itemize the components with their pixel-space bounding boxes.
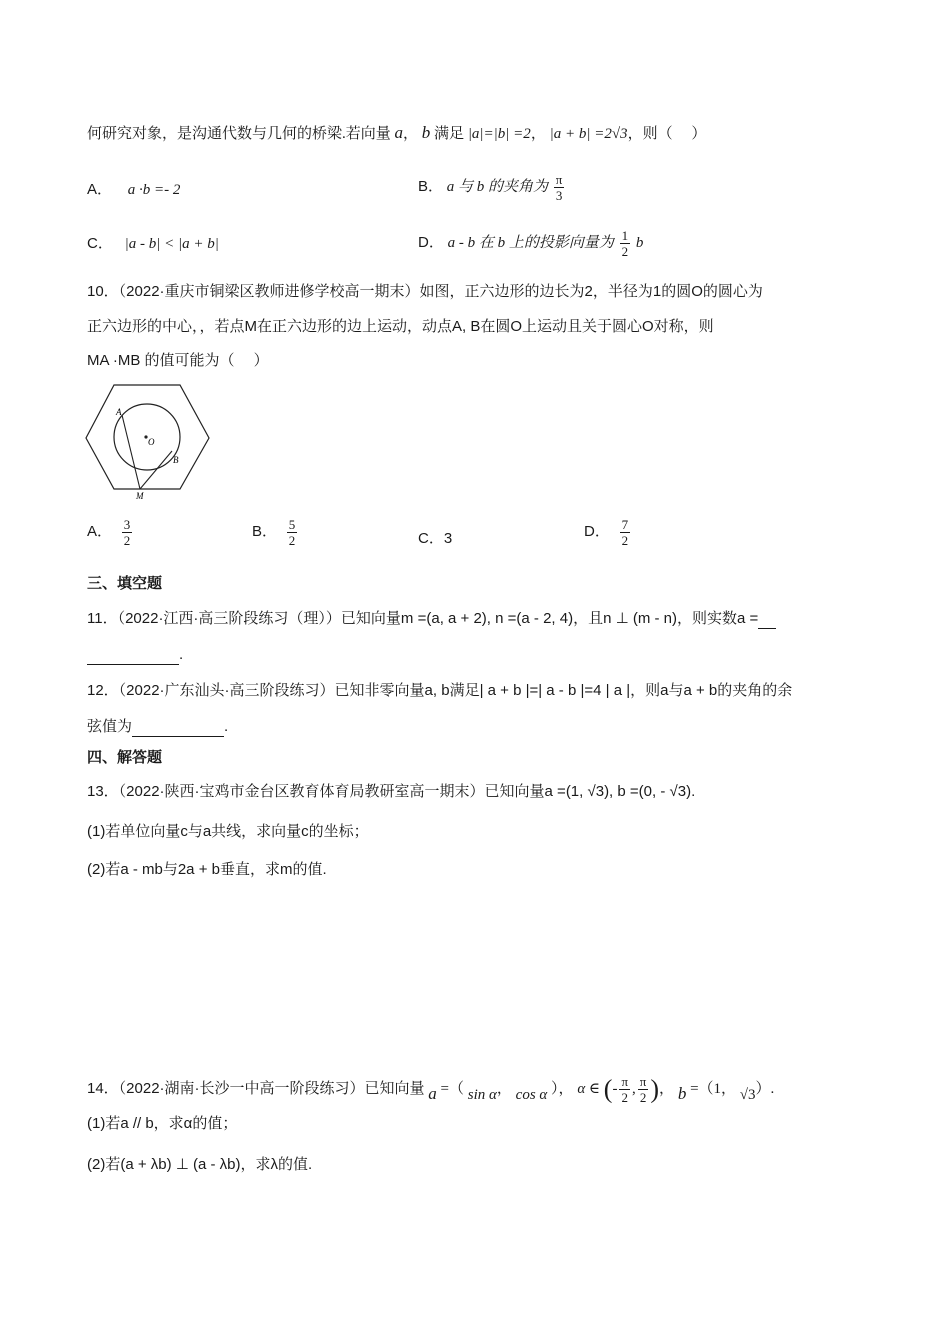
section-heading-solve: 四、解答题 — [87, 749, 163, 766]
q10-option-a-num: 3 — [123, 517, 131, 532]
q9-cond-label: 满足 — [434, 126, 465, 142]
q10-option-c-text: 3 — [443, 530, 453, 547]
q9-option-c — [87, 234, 219, 254]
section-heading-fill-in: 三、填空题 — [87, 575, 163, 592]
q10-option-b-num: 5 — [288, 517, 296, 532]
q14-frac-1-den: 2 — [621, 1090, 628, 1105]
q9-option-b-text: a 与 b 的夹角为 — [446, 178, 549, 195]
q9-option-d-label: D． — [418, 233, 444, 251]
q10-option-b-den: 2 — [288, 533, 296, 548]
q9-var-b: b — [421, 123, 431, 142]
q12-period: . — [224, 718, 229, 735]
q14-comma-2: ， — [659, 1080, 675, 1097]
q14-frac-2-den: 2 — [639, 1090, 647, 1105]
q10-option-c — [418, 529, 452, 549]
q9-ask: ，则（ ） — [627, 126, 707, 142]
q10-option-a-label: A． — [87, 522, 113, 540]
q10-hexagon-figure — [84, 383, 212, 501]
q14-neg: - — [612, 1080, 618, 1097]
q14-alpha-in: α ∈ — [577, 1080, 601, 1097]
q10-option-a — [87, 517, 134, 548]
label-m: M — [136, 491, 144, 501]
q9-option-b-num: π — [555, 172, 563, 187]
q12-answer-blank[interactable] — [132, 720, 224, 737]
q10-option-d — [584, 517, 632, 548]
q11-period: . — [179, 646, 184, 663]
q13-line-1: 13．（2022·陕西·宝鸡市金台区教育体育局教研室高一期末）已知向量a =(1, √3), b =(0, - √3). — [87, 783, 696, 800]
label-b: B — [173, 455, 179, 465]
label-o: O — [148, 437, 155, 447]
q9-option-d-vector-b: b — [635, 234, 644, 251]
q11-blank-start[interactable] — [758, 612, 776, 629]
q9-option-d-fraction — [620, 228, 631, 259]
q10-option-b — [252, 517, 299, 548]
q9-option-a — [87, 180, 180, 200]
q9-stem-text-b: .若向量 — [342, 126, 391, 142]
q14-b-value: =（1， — [690, 1080, 737, 1097]
q14-rparen: ) — [650, 1074, 660, 1104]
q14-cos: cos α — [515, 1086, 548, 1103]
segment-ma — [122, 415, 140, 489]
label-a: A — [116, 407, 122, 417]
q10-option-b-label: B． — [252, 522, 278, 540]
q10-line-2: 正六边形的中心，，若点M在正六边形的边上运动，动点A, B在圆O上运动且关于圆心O对称，则 — [87, 318, 714, 335]
q14-sin: sin α — [467, 1086, 497, 1103]
q9-option-d — [418, 228, 643, 259]
q13-part-1: (1)若单位向量c与a共线，求向量c的坐标； — [87, 823, 369, 840]
q9-var-a: a — [394, 123, 404, 142]
q12-line-1: 12．（2022·广东汕头·高三阶段练习）已知非零向量a, b满足| a + b |=| a - b |=4 | a |，则a与a + b的夹角的余 — [87, 682, 793, 699]
q12-line-2 — [87, 717, 228, 737]
q10-option-a-fraction — [122, 517, 133, 548]
q14-lparen: ( — [603, 1074, 613, 1104]
q14-eq: =（ — [440, 1080, 465, 1097]
q10-line-3: MA ·MB 的值可能为（ ） — [87, 352, 269, 369]
q9-option-b-label: B． — [418, 177, 444, 195]
q11-answer-blank[interactable] — [87, 648, 179, 665]
q10-option-d-fraction — [620, 517, 631, 548]
q9-option-a-text: a ·b =- 2 — [127, 182, 181, 198]
q9-option-b-fraction — [554, 172, 565, 203]
q9-option-b — [418, 172, 566, 203]
q14-frac-2-num: π — [639, 1074, 647, 1089]
q10-option-c-label: C． — [418, 530, 444, 547]
q10-option-d-den: 2 — [621, 533, 629, 548]
q13-part-2: (2)若a - mb与2a + b垂直，求m的值. — [87, 861, 327, 878]
q14-text: 14．（2022·湖南·长沙一中高一阶段练习）已知向量 — [87, 1079, 425, 1097]
q10-option-b-fraction — [287, 517, 298, 548]
q14-part-2: (2)若(a + λb) ⊥ (a - λb)，求λ的值. — [87, 1156, 313, 1173]
q9-option-d-num: 1 — [621, 228, 629, 243]
q11-line-1 — [87, 609, 776, 629]
q11-text: 11．（2022·江西·高三阶段练习（理））已知向量m =(a, a + 2), n =(a - 2, 4)，且n ⊥ (m - n)，则实数a = — [87, 610, 759, 627]
q9-cond-2: |a + b| =2√3 — [549, 126, 628, 142]
q9-option-a-label: A． — [87, 181, 113, 198]
q14-b-close: ）. — [755, 1080, 775, 1097]
q9-stem-text: 何研究对象，是沟通代数与几何的桥梁 — [87, 126, 343, 142]
q14-frac-1 — [619, 1074, 630, 1105]
q9-cond-1: |a|=|b| =2 — [467, 126, 531, 142]
q9-option-d-text: a - b 在 b 上的投影向量为 — [447, 234, 614, 251]
q10-option-a-den: 2 — [123, 533, 131, 548]
q14-comma: ， — [496, 1080, 512, 1097]
q10-option-d-num: 7 — [621, 517, 629, 532]
q14-frac-2 — [638, 1074, 649, 1105]
q9-option-c-text: |a - b| < |a + b| — [124, 236, 219, 252]
q14-var-b: b — [677, 1083, 687, 1103]
q10-line-1: 10．（2022·重庆市铜梁区教师进修学校高一期末）如图，正六边形的边长为2，半径为1的圆O的圆心为 — [87, 283, 763, 300]
q9-option-b-den: 3 — [555, 188, 563, 203]
q9-comma-2: ， — [530, 126, 546, 142]
q10-option-d-label: D． — [584, 522, 610, 540]
q12-text: 弦值为 — [87, 718, 133, 735]
q14-close: ）， — [551, 1080, 574, 1097]
q14-var-a: a — [428, 1083, 437, 1103]
q14-line-1: 14．（2022·湖南·长沙一中高一阶段练习）已知向量 a =（ sin α， cos α ）， α ∈ (- $\frac{\pi}{2}$ , $\frac{\pi}{2}$ )， b =（1， √3）. — [87, 1074, 775, 1105]
q14-frac-1-num: π — [621, 1074, 629, 1089]
q14-part-1: (1)若a // b，求α的值； — [87, 1115, 238, 1132]
q14-sqrt3: √3 — [739, 1086, 756, 1103]
q9-stem-line — [87, 123, 706, 144]
q11-line-2 — [87, 645, 183, 665]
q9-comma: ， — [403, 126, 419, 142]
q9-option-d-den: 2 — [621, 244, 629, 259]
q9-option-c-label: C． — [87, 235, 113, 252]
